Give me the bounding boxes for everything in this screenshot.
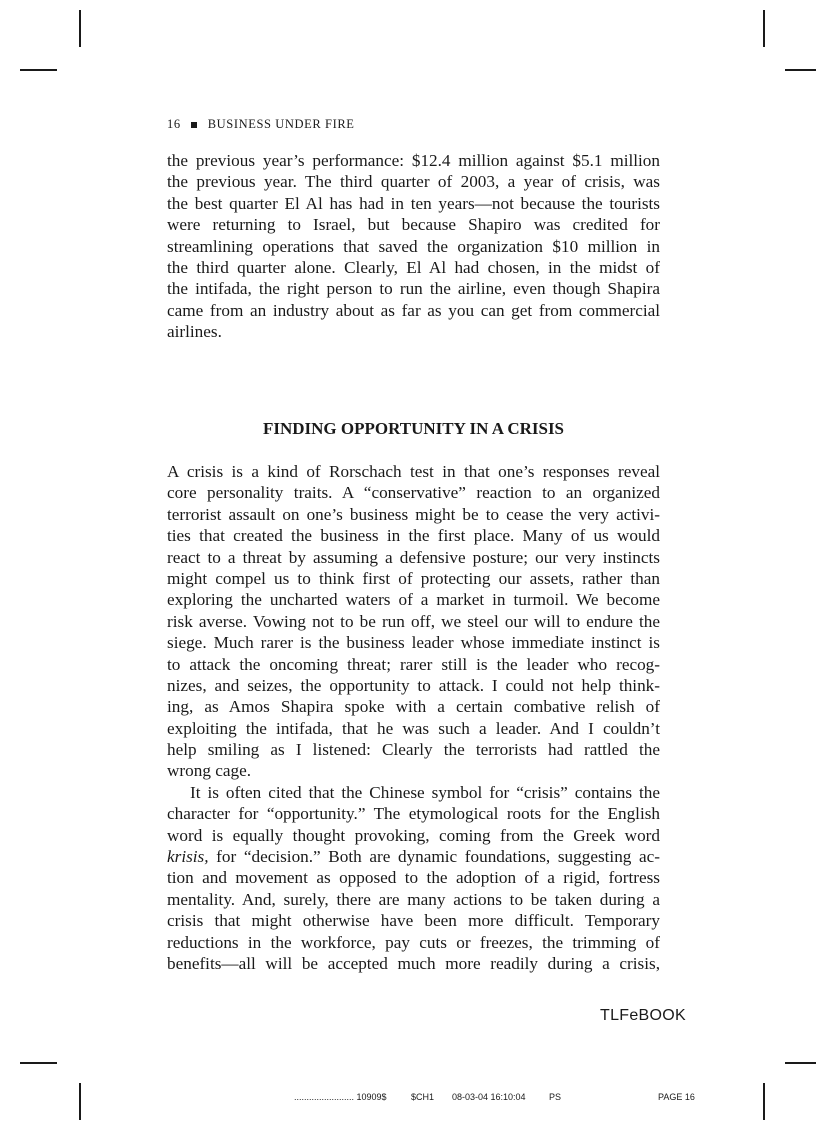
- text-line: tion and movement as opposed to the adoption of a rigid, fortress: [167, 868, 660, 888]
- text-line: help smiling as I listened: Clearly the terrorists had rattled the: [167, 740, 660, 760]
- text-line: the previous year’s performance: $12.4 million against $5.1 million: [167, 151, 660, 170]
- slug-format: PS: [549, 1092, 562, 1102]
- text-line: react to a threat by assuming a defensive posture; our very instincts: [167, 547, 660, 567]
- crop-mark-bottom-right-vertical: [763, 1083, 765, 1120]
- text-line: airlines.: [167, 322, 222, 342]
- text-line: A crisis is a kind of Rorschach test in that one’s responses reveal: [167, 462, 660, 481]
- text-line: the previous year. The third quarter of 2003, a year of crisis, was: [167, 172, 660, 192]
- text-line: crisis that might otherwise have been more difficult. Temporary: [167, 911, 660, 931]
- text-line: were returning to Israel, but because Shapiro was credited for: [167, 215, 660, 235]
- text-line: risk averse. Vowing not to be run off, we steel our will to endure the: [167, 611, 660, 631]
- text-line: benefits—all will be accepted much more readily during a crisis,: [167, 953, 660, 973]
- text-line: word is equally thought provoking, coming from the Greek word: [167, 825, 660, 845]
- square-bullet-icon: [191, 122, 197, 128]
- crop-mark-top-left-horizontal: [20, 69, 57, 71]
- section-heading: FINDING OPPORTUNITY IN A CRISIS: [262, 419, 565, 438]
- text-span: for “decision.” Both are dynamic foundations, suggesting ac-: [208, 847, 660, 867]
- text-line: mentality. And, surely, there are many actions to be taken during a: [167, 889, 660, 909]
- crop-mark-top-right-vertical: [763, 10, 765, 47]
- slug-page-label: PAGE 16: [658, 1092, 695, 1102]
- slug-chapter: $CH1: [411, 1092, 435, 1102]
- italic-word: krisis,: [167, 847, 209, 867]
- text-line: core personality traits. A “conservative” reaction to an organized: [167, 483, 660, 503]
- text-line: ing, as Amos Shapira spoke with a certain combative relish of: [167, 697, 660, 717]
- text-line: exploiting the intifada, that he was such a leader. And I couldn’t: [167, 718, 660, 738]
- crop-mark-bottom-left-vertical: [79, 1083, 81, 1120]
- text-line: ties that created the business in the first place. Many of us would: [167, 526, 660, 546]
- crop-mark-bottom-left-horizontal: [20, 1062, 57, 1064]
- page-number: 16: [167, 117, 181, 131]
- crop-mark-top-right-horizontal: [785, 69, 816, 71]
- text-line: siege. Much rarer is the business leader whose immediate instinct is: [167, 633, 660, 653]
- crop-mark-bottom-right-horizontal: [785, 1062, 816, 1064]
- text-line: to attack the oncoming threat; rarer still is the leader who recog-: [167, 654, 660, 674]
- text-line: wrong cage.: [167, 761, 251, 781]
- text-line: might compel us to think first of protecting our assets, rather than: [167, 568, 660, 588]
- paragraph-2: [167, 461, 660, 974]
- text-line: terrorist assault on one’s business might be to cease the very activi-: [167, 504, 660, 524]
- text-line: streamlining operations that saved the organization $10 million in: [167, 236, 660, 256]
- text-line: exploring the uncharted waters of a market in turmoil. We become: [167, 590, 660, 610]
- text-line: character for “opportunity.” The etymological roots for the English: [167, 804, 660, 824]
- text-line: It is often cited that the Chinese symbol for “crisis” contains the: [190, 782, 660, 802]
- text-line: reductions in the workforce, pay cuts or freezes, the trimming of: [167, 932, 660, 952]
- text-line: [167, 846, 660, 867]
- watermark-text: TLFeBOOK: [600, 1007, 686, 1024]
- text-line: the third quarter alone. Clearly, El Al had chosen, in the midst of: [167, 257, 660, 277]
- slug-timestamp: 08-03-04 16:10:04: [452, 1092, 526, 1102]
- crop-mark-top-left-vertical: [79, 10, 81, 47]
- paragraph-1: [167, 150, 660, 343]
- text-line: nizes, and seizes, the opportunity to attack. I could not help think-: [167, 675, 660, 695]
- text-line: the intifada, the right person to run the airline, even though Shapira: [167, 279, 660, 299]
- text-line: came from an industry about as far as you can get from commercial: [167, 300, 660, 320]
- slug-job: ........................ 10909$: [294, 1092, 387, 1102]
- book-title: BUSINESS UNDER FIRE: [207, 117, 355, 131]
- running-head: [167, 117, 355, 132]
- text-line: the best quarter El Al has had in ten years—not because the tourists: [167, 193, 660, 213]
